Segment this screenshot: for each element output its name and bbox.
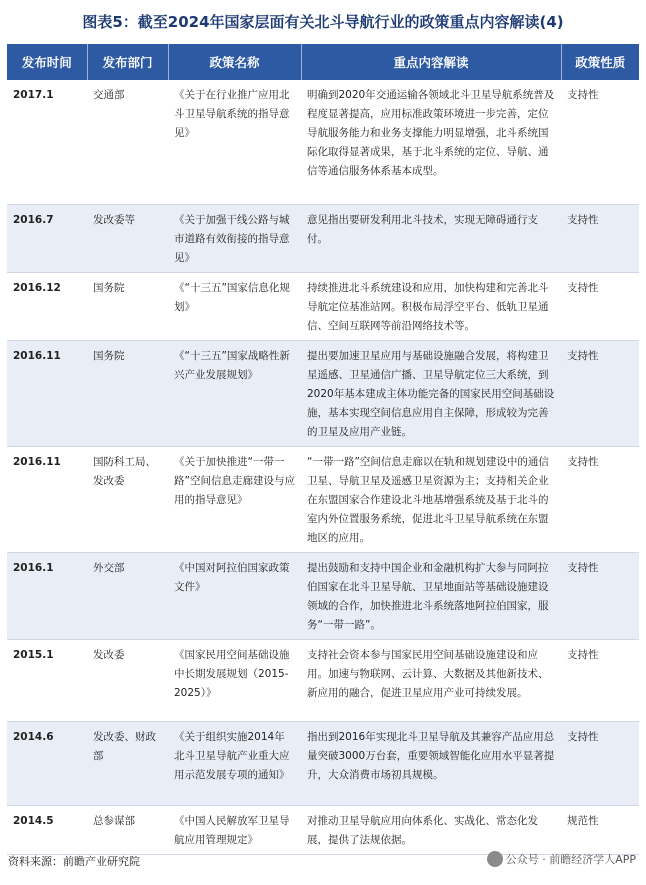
header-date: 发布时间 [7, 44, 87, 80]
header-dept: 发布部门 [87, 44, 168, 80]
watermark [487, 851, 636, 867]
cell-name: 《关于加强干线公路与城市道路有效衔接的指导意见》 [168, 204, 301, 272]
cell-dept: 国务院 [87, 340, 168, 446]
cell-nature: 支持性 [561, 721, 639, 805]
cell-dept: 发改委 [87, 639, 168, 721]
cell-content: 指出到2016年实现北斗卫星导航及其兼容产品应用总量突破3000万台套，重要领域智能化应用水平显著提升，大众消费市场初具规模。 [301, 721, 561, 805]
cell-name: 《中国对阿拉伯国家政策文件》 [168, 552, 301, 639]
source-note: 资料来源：前瞻产业研究院 [8, 855, 140, 868]
table-row [7, 272, 639, 340]
cell-dept: 国防科工局、发改委 [87, 446, 168, 552]
table-row [7, 80, 639, 204]
cell-date: 2016.12 [7, 272, 87, 340]
table-row [7, 340, 639, 446]
cell-content: 明确到2020年交通运输各领域北斗卫星导航系统普及程度显著提高，应用标准政策环境进一步完善，定位导航服务能力和业务支撑能力明显增强，北斗系统国际化取得显著成果，基于北斗系统的定位、导航、通信等通信服务体系基本成型。 [301, 80, 561, 204]
table-row [7, 552, 639, 639]
cell-content: 提出鼓励和支持中国企业和金融机构扩大参与同阿拉伯国家在北斗卫星导航、卫星地面站等基础设施建设领域的合作，加快推进北斗系统落地阿拉伯国家，服务“一带一路”。 [301, 552, 561, 639]
table-header-row [7, 44, 639, 80]
cell-dept: 交通部 [87, 80, 168, 204]
cell-nature: 支持性 [561, 552, 639, 639]
wechat-icon [487, 851, 503, 867]
cell-dept: 国务院 [87, 272, 168, 340]
cell-nature: 支持性 [561, 639, 639, 721]
cell-name: 《国家民用空间基础设施中长期发展规划（2015-2025）》 [168, 639, 301, 721]
cell-name: 《关于组织实施2014年北斗卫星导航产业重大应用示范发展专项的通知》 [168, 721, 301, 805]
cell-dept: 总参谋部 [87, 805, 168, 854]
cell-dept: 发改委、财政部 [87, 721, 168, 805]
header-name: 政策名称 [168, 44, 301, 80]
cell-date: 2014.6 [7, 721, 87, 805]
cell-date: 2015.1 [7, 639, 87, 721]
cell-dept: 外交部 [87, 552, 168, 639]
cell-date: 2014.5 [7, 805, 87, 854]
watermark-label: 公众号 · 前瞻经济学人APP [505, 853, 636, 866]
cell-content: 持续推进北斗系统建设和应用，加快构建和完善北斗导航定位基准站网。积极布局浮空平台、低轨卫星通信、空间互联网等前沿网络技术等。 [301, 272, 561, 340]
cell-name: 《关于在行业推广应用北斗卫星导航系统的指导意见》 [168, 80, 301, 204]
cell-content: 提出要加速卫星应用与基础设施融合发展，将构建卫星遥感、卫星通信广播、卫星导航定位三大系统，到2020年基本建成主体功能完备的国家民用空间基础设施，基本实现空间信息应用自主保障，形成较为完善的卫星及应用产业链。 [301, 340, 561, 446]
cell-name: 《“十三五”国家战略性新兴产业发展规划》 [168, 340, 301, 446]
cell-nature: 支持性 [561, 204, 639, 272]
table-row [7, 446, 639, 552]
chart-title: 图表5：截至2024年国家层面有关北斗导航行业的政策重点内容解读(4) [82, 13, 564, 31]
table-row [7, 639, 639, 721]
cell-nature: 支持性 [561, 80, 639, 204]
cell-content: 意见指出要研发利用北斗技术，实现无障碍通行支付。 [301, 204, 561, 272]
cell-date: 2017.1 [7, 80, 87, 204]
table-row [7, 204, 639, 272]
cell-nature: 支持性 [561, 340, 639, 446]
header-content: 重点内容解读 [301, 44, 561, 80]
cell-date: 2016.11 [7, 446, 87, 552]
cell-name: 《关于加快推进“一带一路”空间信息走廊建设与应用的指导意见》 [168, 446, 301, 552]
cell-name: 《“十三五”国家信息化规划》 [168, 272, 301, 340]
cell-date: 2016.7 [7, 204, 87, 272]
table-row [7, 721, 639, 805]
cell-name: 《中国人民解放军卫星导航应用管理规定》 [168, 805, 301, 854]
cell-nature: 规范性 [561, 805, 639, 854]
cell-content: 支持社会资本参与国家民用空间基础设施建设和应用。加速与物联网、云计算、大数据及其他新技术、新应用的融合，促进卫星应用产业可持续发展。 [301, 639, 561, 721]
cell-nature: 支持性 [561, 446, 639, 552]
cell-dept: 发改委等 [87, 204, 168, 272]
policy-table [7, 44, 639, 855]
header-nature: 政策性质 [561, 44, 639, 80]
cell-nature: 支持性 [561, 272, 639, 340]
table-row [7, 805, 639, 854]
cell-date: 2016.1 [7, 552, 87, 639]
cell-content: “一带一路”空间信息走廊以在轨和规划建设中的通信卫星、导航卫星及遥感卫星资源为主；支持相关企业在东盟国家合作建设北斗地基增强系统及基于北斗的室内外位置服务系统，促进北斗卫星导航系统在东盟地区的应用。 [301, 446, 561, 552]
cell-content: 对推动卫星导航应用向体系化、实战化、常态化发展，提供了法规依据。 [301, 805, 561, 854]
cell-date: 2016.11 [7, 340, 87, 446]
